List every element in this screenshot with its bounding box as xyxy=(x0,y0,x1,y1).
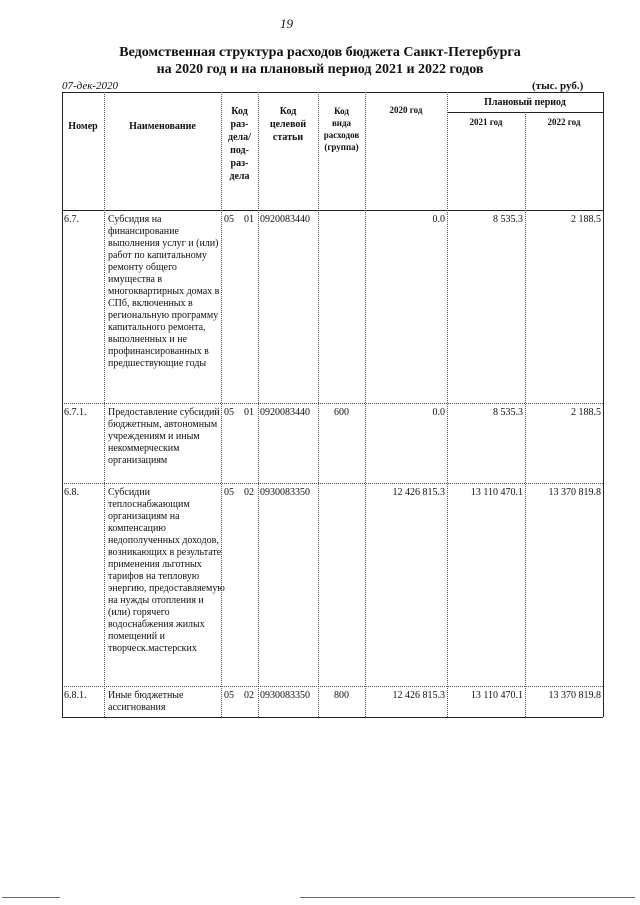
row-subsection: 01 xyxy=(244,214,254,225)
row-expense-type: 600 xyxy=(334,407,349,418)
header-name: Наименование xyxy=(129,121,196,132)
row-target-code: 0920083440 xyxy=(260,407,310,418)
row-subsection: 01 xyxy=(244,407,254,418)
row-value-2022: 13 370 819.8 xyxy=(548,690,601,701)
header-number: Номер xyxy=(68,121,98,132)
table-top-border xyxy=(62,92,603,93)
scan-edge-line xyxy=(2,897,60,898)
row-section: 05 xyxy=(224,690,234,701)
row-value-2020: 12 426 815.3 xyxy=(392,690,445,701)
row-target-code: 0920083440 xyxy=(260,214,310,225)
row-number: 6.7. xyxy=(64,214,79,225)
row-value-2022: 2 188.5 xyxy=(571,407,601,418)
row-name: Иные бюджетные ассигнования xyxy=(108,690,184,713)
column-border xyxy=(104,92,105,717)
column-border xyxy=(62,92,63,717)
header-bottom-border xyxy=(62,210,603,211)
table-bottom-border xyxy=(62,717,603,718)
row-value-2021: 8 535.3 xyxy=(493,407,523,418)
header-target-code: Код целевой статьи xyxy=(269,106,307,143)
row-expense-type: 800 xyxy=(334,690,349,701)
row-name: Субсидии теплоснабжающим организациям на компенсацию недополученных доходов, возникающих в результате применения льготных тарифов на тепловую энергию, предоставляемую на нужды отопления и (или) горячего водоснабжения жилых помещений и творческ.мастерских xyxy=(108,487,225,654)
document-date: 07-дек-2020 xyxy=(62,80,119,92)
row-section: 05 xyxy=(224,407,234,418)
column-border xyxy=(318,92,319,717)
column-border xyxy=(603,92,604,717)
title-line-1: Ведомственная структура расходов бюджета Санкт-Петербурга xyxy=(119,45,521,60)
row-divider xyxy=(62,483,603,484)
column-border xyxy=(258,92,259,717)
header-section-code: Код раз- дела/ под- раз- дела xyxy=(228,106,251,182)
row-section: 05 xyxy=(224,487,234,498)
scan-edge-line xyxy=(300,897,635,898)
row-target-code: 0930083350 xyxy=(260,487,310,498)
column-border xyxy=(365,92,366,717)
row-number: 6.8. xyxy=(64,487,79,498)
row-divider xyxy=(62,403,603,404)
row-value-2022: 13 370 819.8 xyxy=(548,487,601,498)
document-title xyxy=(60,44,580,78)
row-value-2021: 13 110 470.1 xyxy=(470,487,523,498)
row-number: 6.8.1. xyxy=(64,690,87,701)
title-line-2: на 2020 год и на плановый период 2021 и 2022 годов xyxy=(156,62,484,77)
row-name: Предоставление субсидий бюджетным, автономным учреждениям и иным некоммерческим организациям xyxy=(108,407,220,466)
page-number: 19 xyxy=(280,16,293,31)
row-value-2021: 13 110 470.1 xyxy=(470,690,523,701)
header-year-2022: 2022 год xyxy=(547,117,581,127)
row-name: Субсидия на финансирование выполнения услуг и (или) работ по капитальному ремонту общего имущества в многоквартирных домах в СПб, включенных в региональную программу капитального ремонта, выполненных и не профинансированных в предшествующие годы xyxy=(108,214,220,369)
row-number: 6.7.1. xyxy=(64,407,87,418)
row-subsection: 02 xyxy=(244,690,254,701)
header-expense-type: Код вида расходов (группа) xyxy=(323,106,360,152)
row-value-2021: 8 535.3 xyxy=(493,214,523,225)
row-value-2020: 12 426 815.3 xyxy=(392,487,445,498)
header-year-2021: 2021 год xyxy=(469,117,503,127)
header-year-2020: 2020 год xyxy=(389,105,423,115)
row-target-code: 0930083350 xyxy=(260,690,310,701)
header-planned-period: Плановый период xyxy=(484,97,566,108)
row-value-2022: 2 188.5 xyxy=(571,214,601,225)
row-value-2020: 0.0 xyxy=(432,407,445,418)
column-border xyxy=(447,92,448,717)
row-value-2020: 0.0 xyxy=(432,214,445,225)
row-divider xyxy=(62,686,603,687)
units-label: (тыс. руб.) xyxy=(532,80,584,92)
row-subsection: 02 xyxy=(244,487,254,498)
row-section: 05 xyxy=(224,214,234,225)
